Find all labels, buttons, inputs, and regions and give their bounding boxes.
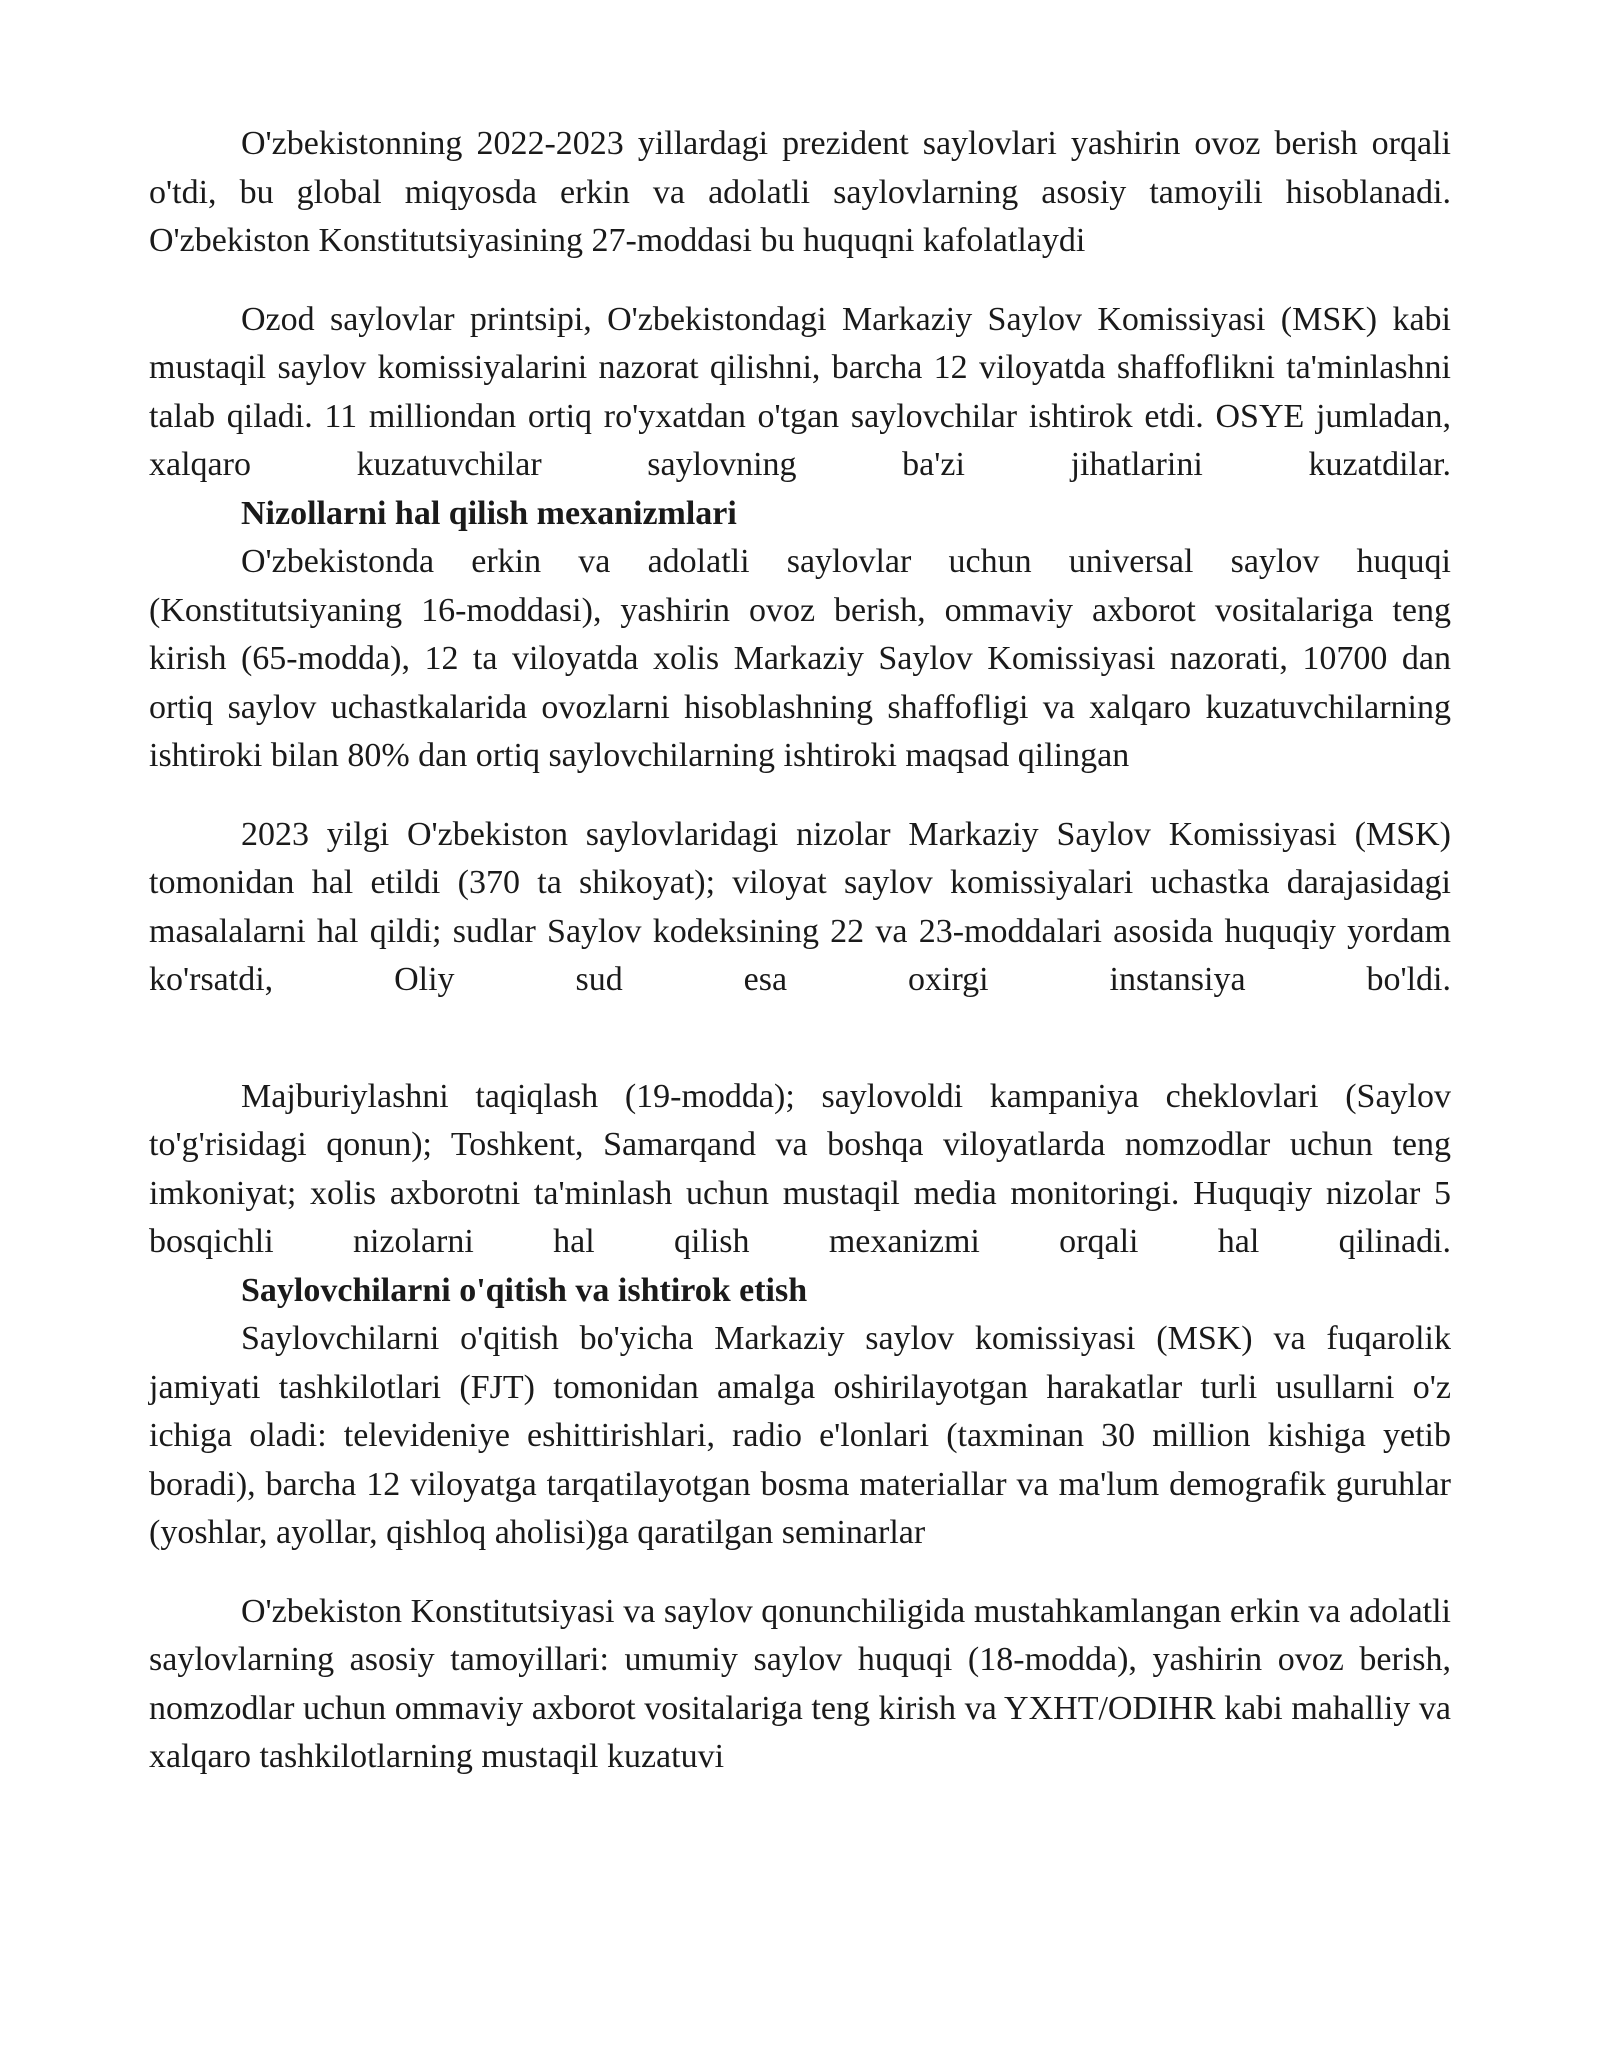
paragraph-4: 2023 yilgi O'zbekiston saylovlaridagi nizolar Markaziy Saylov Komissiyasi (MSK) tomonidan hal etildi (370 ta shikoyat); viloyat saylov komissiyalari uchastka darajasidagi masalalarni hal qildi; sudlar Saylov kodeksining 22 va 23-moddalari asosida huquqiy yordam ko'rsatdi, Oliy sud esa oxirgi instansiya bo'ldi. <box>149 815 1451 998</box>
section-heading-disputes: Nizollarni hal qilish mexanizmlari <box>241 494 737 532</box>
section-heading-voter-education: Saylovchilarni o'qitish va ishtirok etish <box>241 1271 808 1309</box>
paragraph-7: O'zbekiston Konstitutsiyasi va saylov qonunchiligida mustahkamlangan erkin va adolatli saylovlarning asosiy tamoyillari: umumiy saylov huquqi (18-modda), yashirin ovoz berish, nomzodlar uchun ommaviy axborot vositalariga teng kirish va YXHT/ODIHR kabi mahalliy va xalqaro tashkilotlarning mustaqil kuzatuvi <box>149 1592 1451 1775</box>
paragraph-6: Saylovchilarni o'qitish bo'yicha Markaziy saylov komissiyasi (MSK) va fuqarolik jamiyati tashkilotlari (FJT) tomonidan amalga oshirilayotgan harakatlar turli usullarni o'z ichiga oladi: televideniye eshittirishlari, radio e'lonlari (taxminan 30 million kishiga yetib boradi), barcha 12 viloyatga tarqatilayotgan bosma materiallar va ma'lum demografik guruhlar (yoshlar, ayollar, qishloq aholisi)ga qaratilgan seminarlar <box>149 1320 1451 1551</box>
document-page <box>149 120 1451 1782</box>
paragraph-2: Ozod saylovlar printsipi, O'zbekistondagi Markaziy Saylov Komissiyasi (MSK) kabi mustaqil saylov komissiyalarini nazorat qilishni, barcha 12 viloyatda shaffoflikni ta'minlashni talab qiladi. 11 milliondan ortiq ro'yxatdan o'tgan saylovchilar ishtirok etdi. OSYE jumladan, xalqaro kuzatuvchilar saylovning ba'zi jihatlarini kuzatdilar. <box>149 300 1451 483</box>
paragraph-3: O'zbekistonda erkin va adolatli saylovlar uchun universal saylov huquqi (Konstitutsiyaning 16-moddasi), yashirin ovoz berish, ommaviy axborot vositalariga teng kirish (65-modda), 12 ta viloyatda xolis Markaziy Saylov Komissiyasi nazorati, 10700 dan ortiq saylov uchastkalarida ovozlarni hisoblashning shaffofligi va xalqaro kuzatuvchilarning ishtiroki bilan 80% dan ortiq saylovchilarning ishtiroki maqsad qilingan <box>149 543 1451 774</box>
paragraph-1: O'zbekistonning 2022-2023 yillardagi prezident saylovlari yashirin ovoz berish orqali o'tdi, bu global miqyosda erkin va adolatli saylovlarning asosiy tamoyili hisoblanadi. O'zbekiston Konstitutsiyasining 27-moddasi bu huquqni kafolatlaydi <box>149 125 1451 259</box>
paragraph-5: Majburiylashni taqiqlash (19-modda); saylovoldi kampaniya cheklovlari (Saylov to'g'risidagi qonun); Toshkent, Samarqand va boshqa viloyatlarda nomzodlar uchun teng imkoniyat; xolis axborotni ta'minlash uchun mustaqil media monitoringi. Huquqiy nizolar 5 bosqichli nizolarni hal qilish mexanizmi orqali hal qilinadi. <box>149 1077 1451 1260</box>
